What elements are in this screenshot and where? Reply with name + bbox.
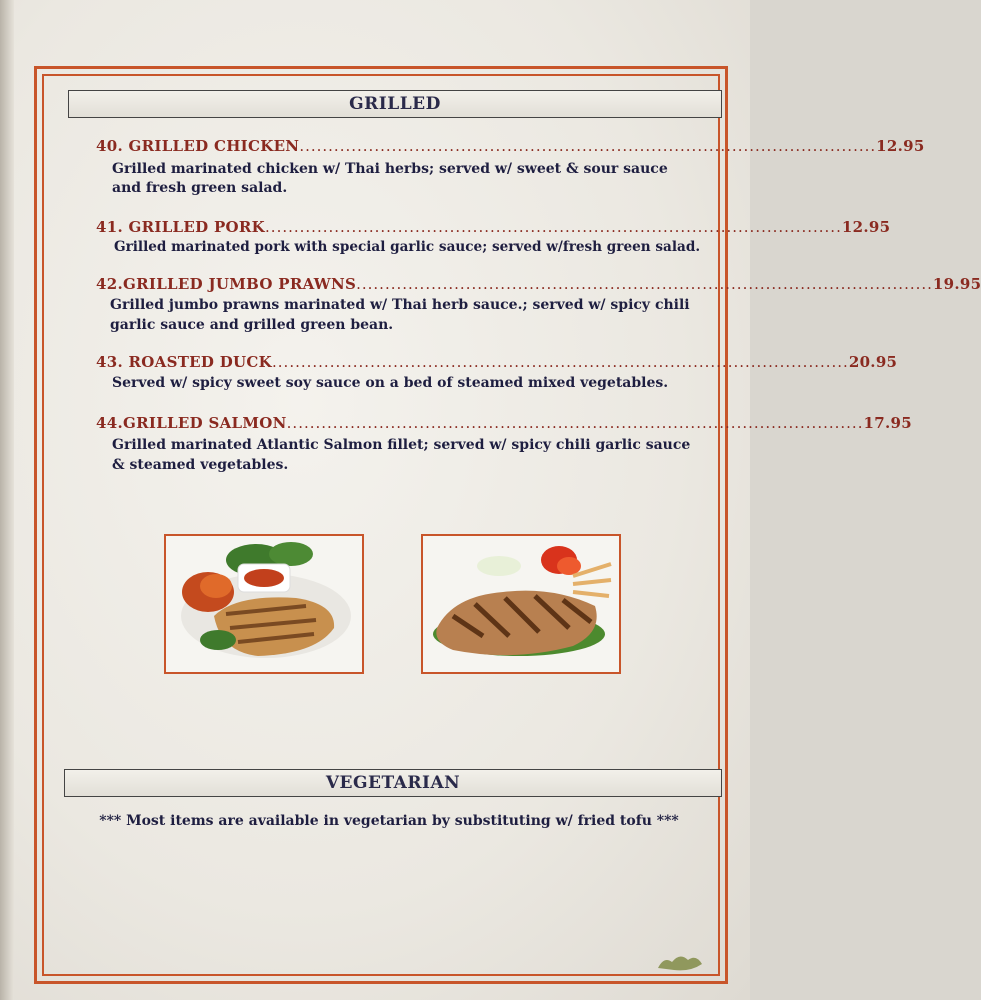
item-description-line-1: Served w/ spicy sweet soy sauce on a bed of steamed mixed vegetables. xyxy=(112,375,669,391)
item-price: 17.95 xyxy=(863,414,912,432)
item-name: 44.GRILLED SALMON xyxy=(96,414,287,432)
page-stain xyxy=(650,944,710,974)
item-price: 20.95 xyxy=(848,353,898,371)
leader-dots: .................................................................................................... xyxy=(265,218,842,236)
item-price: 12.95 xyxy=(876,137,925,155)
item-heading xyxy=(96,137,925,155)
grilled-pork-photo xyxy=(421,534,621,674)
vegetarian-note: *** Most items are available in vegetarian by substituting w/ fried tofu *** xyxy=(99,813,679,829)
section-header-grilled xyxy=(68,90,722,118)
item-heading xyxy=(96,414,912,432)
item-description-line-1: Grilled jumbo prawns marinated w/ Thai herb sauce.; served w/ spicy chili xyxy=(110,297,690,313)
item-description-line-1: Grilled marinated Atlantic Salmon fillet; served w/ spicy chili garlic sauce xyxy=(112,437,691,453)
item-description-line-2: & steamed vegetables. xyxy=(112,457,289,473)
item-name: 40. GRILLED CHICKEN xyxy=(96,137,300,155)
item-name: 43. ROASTED DUCK xyxy=(96,353,273,371)
item-price: 19.95 xyxy=(932,275,981,293)
item-heading xyxy=(96,353,898,371)
leader-dots: .................................................................................................... xyxy=(299,137,877,155)
grilled-pork-illustration xyxy=(423,536,619,672)
item-price: 12.95 xyxy=(841,218,891,236)
grilled-chicken-illustration xyxy=(166,536,362,672)
item-description-line-2: garlic sauce and grilled green bean. xyxy=(110,317,394,333)
leader-dots: .................................................................................................... xyxy=(272,353,849,371)
section-title-grilled: GRILLED xyxy=(349,94,441,114)
item-description-line-2: and fresh green salad. xyxy=(112,180,288,196)
grilled-chicken-photo xyxy=(164,534,364,674)
menu-sleeve-edge xyxy=(0,0,14,1000)
item-description-line-1: Grilled marinated chicken w/ Thai herbs; served w/ sweet & sour sauce xyxy=(112,161,668,177)
section-title-vegetarian: VEGETARIAN xyxy=(325,773,461,793)
item-description-line-1: Grilled marinated pork with special garlic sauce; served w/fresh green salad. xyxy=(114,239,701,255)
item-heading xyxy=(96,275,981,293)
section-header-vegetarian xyxy=(64,769,722,797)
leader-dots: .................................................................................................... xyxy=(356,275,933,293)
item-name: 41. GRILLED PORK xyxy=(96,218,266,236)
leader-dots: .................................................................................................... xyxy=(286,414,864,432)
item-name: 42.GRILLED JUMBO PRAWNS xyxy=(96,275,357,293)
item-heading xyxy=(96,218,891,236)
menu-border-inner xyxy=(42,74,720,976)
